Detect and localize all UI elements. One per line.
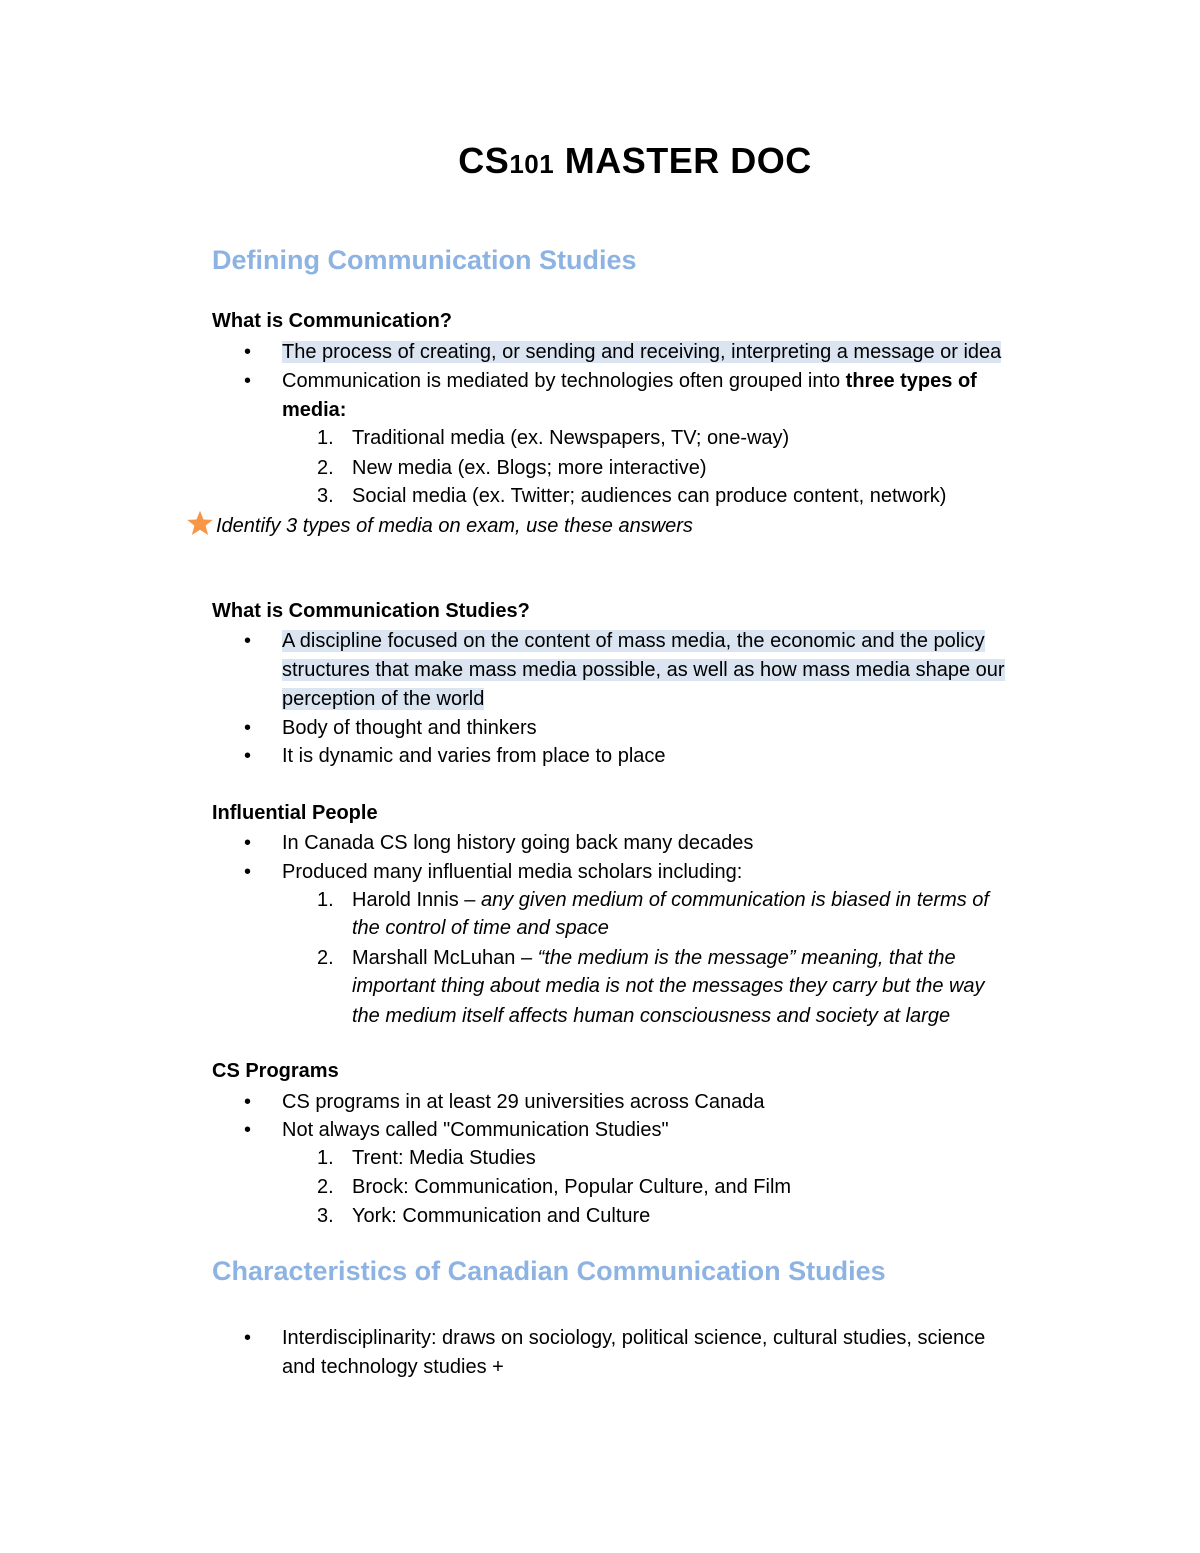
exam-note: Identify 3 types of media on exam, use these answers xyxy=(216,515,693,537)
bullet-marker: • xyxy=(244,341,252,363)
bullet-marker: • xyxy=(244,717,252,739)
list-number: 2. xyxy=(317,1176,334,1198)
list-item-continuation: and technology studies + xyxy=(282,1356,504,1378)
subheading-what-is-communication: What is Communication? xyxy=(212,310,452,332)
bullet-marker: • xyxy=(244,370,252,392)
highlighted-text: structures that make mass media possible, as well as how mass media shape our xyxy=(282,659,1005,681)
numbered-item-continuation: the control of time and space xyxy=(352,917,609,939)
bullet-marker: • xyxy=(244,861,252,883)
bullet-marker: • xyxy=(244,1327,252,1349)
list-item: It is dynamic and varies from place to place xyxy=(282,745,666,767)
document-title: CS101 MASTER DOC xyxy=(458,140,812,181)
numbered-item: Marshall McLuhan – “the medium is the message” meaning, that the xyxy=(352,947,956,969)
list-item: Produced many influential media scholars including: xyxy=(282,861,743,883)
list-number: 1. xyxy=(317,889,334,911)
list-item: Not always called "Communication Studies" xyxy=(282,1119,669,1141)
list-number: 2. xyxy=(317,947,334,969)
list-number: 2. xyxy=(317,457,334,479)
numbered-item: Social media (ex. Twitter; audiences can produce content, network) xyxy=(352,485,947,507)
section-heading-defining: Defining Communication Studies xyxy=(212,245,637,275)
numbered-item: York: Communication and Culture xyxy=(352,1205,651,1227)
subheading-what-is-cs: What is Communication Studies? xyxy=(212,600,530,622)
list-item-continuation xyxy=(282,685,484,714)
numbered-item: New media (ex. Blogs; more interactive) xyxy=(352,457,707,479)
highlighted-text: The process of creating, or sending and receiving, interpreting a message or idea xyxy=(282,341,1002,363)
numbered-item: Trent: Media Studies xyxy=(352,1147,536,1169)
list-number: 1. xyxy=(317,1147,334,1169)
bullet-marker: • xyxy=(244,1091,252,1113)
section-heading-characteristics: Characteristics of Canadian Communication Studies xyxy=(212,1256,886,1286)
numbered-item: Brock: Communication, Popular Culture, and Film xyxy=(352,1176,792,1198)
list-item: Body of thought and thinkers xyxy=(282,717,537,739)
list-number: 3. xyxy=(317,1205,334,1227)
list-item xyxy=(282,627,985,656)
list-item-continuation xyxy=(282,656,1005,685)
bullet-marker: • xyxy=(244,1119,252,1141)
subheading-cs-programs: CS Programs xyxy=(212,1060,339,1082)
list-item: CS programs in at least 29 universities across Canada xyxy=(282,1091,765,1113)
list-number: 1. xyxy=(317,427,334,449)
numbered-item-continuation: important thing about media is not the messages they carry but the way xyxy=(352,975,985,997)
list-number: 3. xyxy=(317,485,334,507)
bullet-marker: • xyxy=(244,832,252,854)
list-item xyxy=(282,338,1001,367)
bullet-marker: • xyxy=(244,630,252,652)
numbered-item-continuation: the medium itself affects human consciousness and society at large xyxy=(352,1005,951,1027)
highlighted-text: A discipline focused on the content of mass media, the economic and the policy xyxy=(282,630,985,652)
numbered-item: Traditional media (ex. Newspapers, TV; one-way) xyxy=(352,427,790,449)
bullet-marker: • xyxy=(244,745,252,767)
list-item-continuation: media: xyxy=(282,399,347,421)
star-icon xyxy=(186,509,214,537)
list-item: Interdisciplinarity: draws on sociology, political science, cultural studies, science xyxy=(282,1327,986,1349)
subheading-influential-people: Influential People xyxy=(212,802,378,824)
numbered-item: Harold Innis – any given medium of communication is biased in terms of xyxy=(352,889,989,911)
highlighted-text: perception of the world xyxy=(282,688,485,710)
list-item: In Canada CS long history going back many decades xyxy=(282,832,754,854)
list-item: Communication is mediated by technologies often grouped into three types of xyxy=(282,370,977,392)
